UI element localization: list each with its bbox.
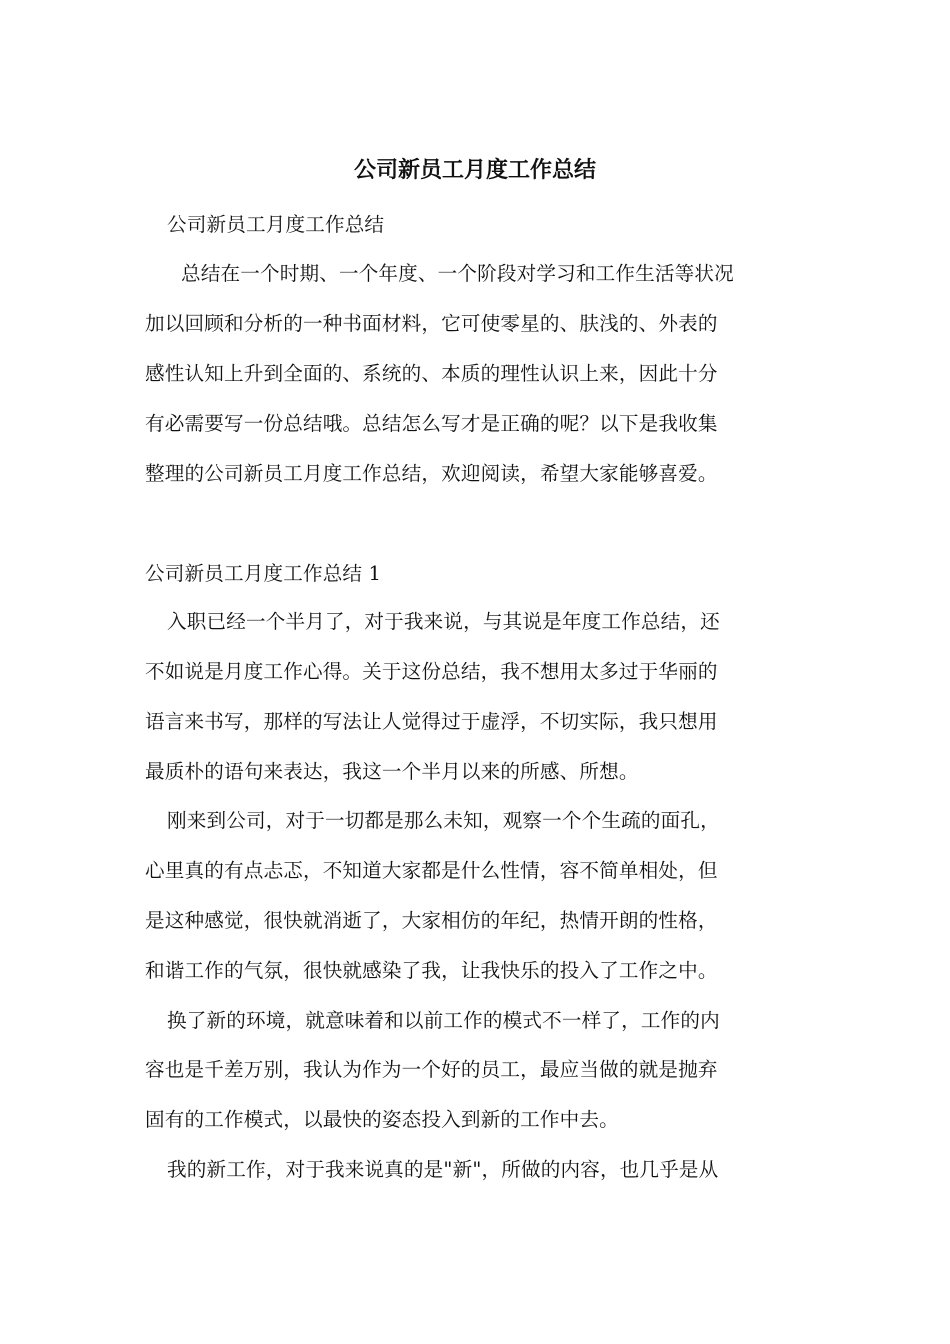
paragraph-line: 我的新工作，对于我来说真的是"新"，所做的内容，也几乎是从: [167, 1158, 719, 1181]
section-heading: 公司新员工月度工作总结 1: [145, 562, 382, 585]
paragraph-line: 语言来书写，那样的写法让人觉得过于虚浮，不切实际，我只想用: [145, 710, 718, 733]
paragraph-line: 最质朴的语句来表达，我这一个半月以来的所感、所想。: [145, 760, 639, 783]
paragraph-line: 和谐工作的气氛，很快就感染了我，让我快乐的投入了工作之中。: [145, 959, 718, 982]
paragraph-line: 加以回顾和分析的一种书面材料，它可使零星的、肤浅的、外表的: [145, 312, 718, 335]
paragraph-line: 不如说是月度工作心得。关于这份总结，我不想用太多过于华丽的: [145, 660, 718, 683]
paragraph-line: 有必需要写一份总结哦。总结怎么写才是正确的呢？以下是我收集: [145, 412, 718, 435]
paragraph-line: 刚来到公司，对于一切都是那么未知，观察一个个生疏的面孔，: [167, 809, 720, 832]
paragraph-line: 总结在一个时期、一个年度、一个阶段对学习和工作生活等状况: [181, 262, 734, 285]
paragraph-line: 是这种感觉，很快就消逝了，大家相仿的年纪，热情开朗的性格，: [145, 909, 718, 932]
paragraph-line: 容也是千差万别，我认为作为一个好的员工，最应当做的就是抛弃: [145, 1058, 718, 1081]
paragraph-line: 整理的公司新员工月度工作总结，欢迎阅读，希望大家能够喜爱。: [145, 462, 718, 485]
document-title: 公司新员工月度工作总结: [353, 157, 596, 183]
paragraph-line: 心里真的有点忐忑，不知道大家都是什么性情，容不简单相处，但: [145, 859, 718, 882]
subtitle-line: 公司新员工月度工作总结: [167, 213, 385, 236]
paragraph-line: 感性认知上升到全面的、系统的、本质的理性认识上来，因此十分: [145, 362, 718, 385]
paragraph-line: 固有的工作模式，以最快的姿态投入到新的工作中去。: [145, 1108, 619, 1131]
paragraph-line: 换了新的环境，就意味着和以前工作的模式不一样了，工作的内: [167, 1009, 720, 1032]
paragraph-line: 入职已经一个半月了，对于我来说，与其说是年度工作总结，还: [167, 610, 720, 633]
